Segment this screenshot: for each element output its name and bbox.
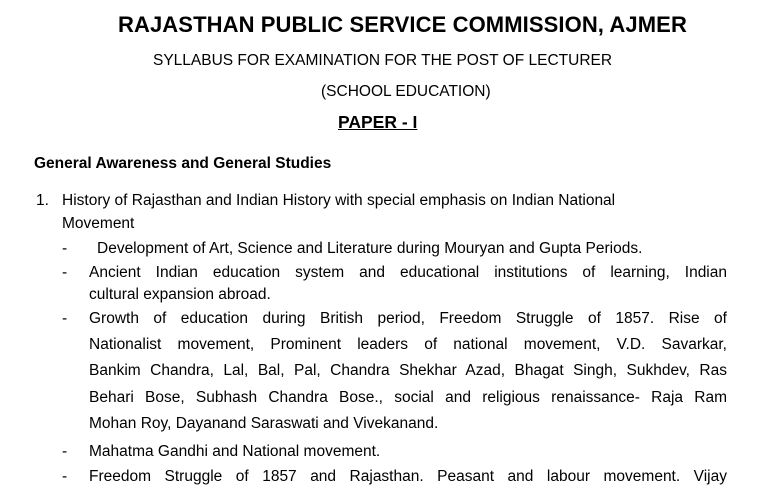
document-subtitle: SYLLABUS FOR EXAMINATION FOR THE POST OF LECTURER [153, 52, 613, 69]
bullet-text: Development of Art, Science and Literature during Mouryan and Gupta Periods. [97, 240, 643, 257]
bullet-text: Ancient Indian education system and educational institutions of learning, Indian [89, 264, 727, 281]
bullet-text: Freedom Struggle of 1857 and Rajasthan. Peasant and labour movement. Vijay [89, 468, 727, 485]
list-item-text: Movement [62, 215, 135, 232]
bullet-text: Mahatma Gandhi and National movement. [89, 443, 381, 460]
bullet-text: Nationalist movement, Prominent leaders of national movement, V.D. Savarkar, [89, 336, 727, 353]
section-heading: General Awareness and General Studies [34, 155, 332, 172]
document-subtitle-school-education: (SCHOOL EDUCATION) [321, 83, 491, 100]
bullet-dash: - [62, 310, 68, 327]
list-item-number: 1. [36, 192, 49, 209]
bullet-text: Mohan Roy, Dayanand Saraswati and Vivekanand. [89, 415, 439, 432]
bullet-dash: - [62, 443, 68, 460]
document-title: RAJASTHAN PUBLIC SERVICE COMMISSION, AJMER [118, 12, 687, 37]
bullet-text: Behari Bose, Subhash Chandra Bose., social and religious renaissance- Raja Ram [89, 389, 727, 406]
paper-heading: PAPER - I [338, 112, 418, 132]
list-item-text: History of Rajasthan and Indian History with special emphasis on Indian National [62, 192, 616, 209]
bullet-dash: - [62, 468, 68, 485]
bullet-text: cultural expansion abroad. [89, 286, 271, 303]
bullet-text: Growth of education during British period, Freedom Struggle of 1857. Rise of [89, 310, 727, 327]
bullet-dash: - [62, 240, 68, 257]
bullet-dash: - [62, 264, 68, 281]
bullet-text: Bankim Chandra, Lal, Bal, Pal, Chandra Shekhar Azad, Bhagat Singh, Sukhdev, Ras [89, 362, 727, 379]
